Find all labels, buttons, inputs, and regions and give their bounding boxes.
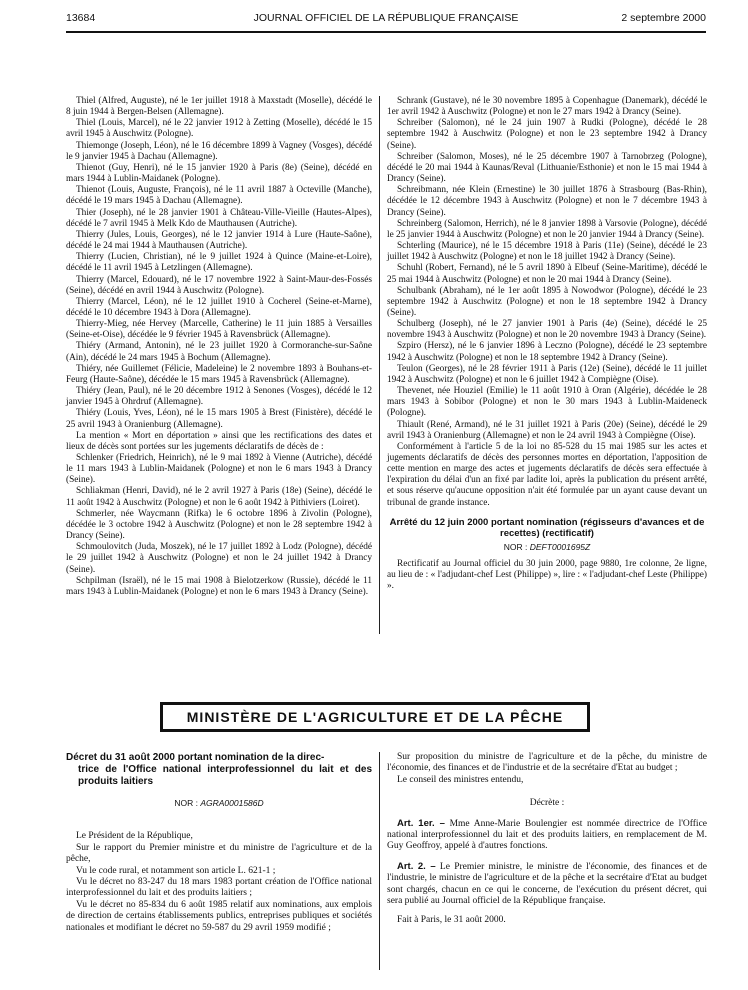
- entry: Thiault (René, Armand), né le 31 juillet 1921 à Paris (20e) (Seine), décédé le 29 avril 1943 à Oranienburg (Allemagne) et non le 24 avril 1943 à Compiègne (Oise).: [387, 419, 707, 441]
- entry: Schreiber (Salomon), né le 24 juin 1907 à Rudki (Pologne), décédé le 28 septembre 1942 à Auschwitz (Pologne) et non le 23 septembre 1942 à Drancy (Seine).: [387, 118, 707, 151]
- mention-paragraph: La mention « Mort en déportation » ainsi que les rectifications des dates et lieux de décès sont portées sur les jugements déclaratifs de décès de :: [66, 430, 372, 452]
- article-1-label: Art. 1er. –: [397, 817, 445, 829]
- entry: Schmoulovitch (Juda, Moszek), né le 17 juillet 1892 à Lodz (Pologne), décédé le 29 juillet 1942 à Auschwitz (Pologne) et non le 24 juillet 1942 à Drancy (Seine).: [66, 542, 372, 575]
- decret-nor: [66, 798, 372, 809]
- entry: Thiéry (Armand, Antonin), né le 23 juillet 1920 à Cormoranche-sur-Saône (Ain), décédé le 24 mars 1945 à Bochum (Allemagne).: [66, 341, 372, 363]
- entry: Teulon (Georges), né le 28 février 1911 à Paris (12e) (Seine), décédé le 11 juillet 1942 à Auschwitz (Pologne) et non le 6 juillet 1942 à Compiègne (Oise).: [387, 363, 707, 385]
- decret-paragraph: Vu le décret no 85-834 du 6 août 1985 relatif aux nominations, aux emplois de direction de certains établissements publics, entreprises publiques et sociétés nationales et modifiant le décret no 59-587 du 29 avril 1959 modifié ;: [66, 899, 372, 933]
- column-divider: [379, 96, 380, 634]
- arrete-title: Arrêté du 12 juin 2000 portant nomination (régisseurs d'avances et de recettes) (rectificatif): [389, 516, 705, 539]
- arrete-text: Rectificatif au Journal officiel du 30 juin 2000, page 9880, 1re colonne, 2e ligne, au lieu de : « l'adjudant-chef Lest (Philippe) », lire : « l'adjudant-chef Leste (Philippe) ».: [387, 558, 707, 592]
- page-header: [66, 12, 706, 28]
- entry: Thienot (Guy, Henri), né le 15 janvier 1920 à Paris (8e) (Seine), décédé en mars 1944 à Lublin-Maidanek (Pologne).: [66, 162, 372, 185]
- article-2-label: Art. 2. –: [397, 860, 436, 872]
- entry: Thienot (Louis, Auguste, François), né le 11 avril 1887 à Octeville (Manche), décédé le 19 mars 1945 à Dachau (Allemagne).: [66, 185, 372, 207]
- entry: Schterling (Maurice), né le 15 décembre 1918 à Paris (11e) (Seine), décédé le 23 juillet 1942 à Auschwitz (Pologne) et non le 18 juillet 1942 à Drancy (Seine).: [387, 241, 707, 263]
- entry: Schuhl (Robert, Fernand), né le 5 avril 1890 à Elbeuf (Seine-Maritime), décédé le 25 mai 1944 à Auschwitz (Pologne) et non le 20 mai 1944 à Drancy (Seine).: [387, 263, 707, 285]
- decrete-heading: Décrète :: [529, 798, 565, 809]
- entry: Szpiro (Hersz), né le 6 janvier 1896 à Leczno (Pologne), décédé le 23 septembre 1942 à Auschwitz (Pologne) et non le 18 septembre 1942 à Drancy (Seine).: [387, 341, 707, 363]
- entry: Thierry-Mieg, née Hervey (Marcelle, Catherine) le 11 juin 1885 à Versailles (Seine-et-Oise), décédée le 9 février 1945 à Ravensbrück (Allemagne).: [66, 319, 372, 341]
- right-column: [387, 96, 707, 592]
- entry: Thiéry (Jean, Paul), né le 20 décembre 1912 à Senones (Vosges), décédé le 12 janvier 1945 à Ohrdruf (Allemagne).: [66, 386, 372, 408]
- entry: Schlenker (Friedrich, Heinrich), né le 9 mai 1892 à Vienne (Autriche), décédé le 11 mars 1943 à Lublin-Maidanek (Pologne) et non le 6 mars 1943 à Drancy (Seine).: [66, 453, 372, 486]
- decret-right-column: [387, 752, 707, 927]
- entry: Thierry (Jules, Louis, Georges), né le 12 janvier 1914 à Lure (Haute-Saône), décédé le 24 mai 1944 à Mauthausen (Autriche).: [66, 229, 372, 252]
- entry: Schliakman (Henri, David), né le 2 avril 1927 à Paris (18e) (Seine), décédé le 11 août 1942 à Auschwitz (Pologne) et non le 6 août 1942 à Pithiviers (Loiret).: [66, 486, 372, 508]
- entry: Thierry (Lucien, Christian), né le 9 juillet 1924 à Quince (Maine-et-Loire), décédé le 11 avril 1945 à Letzlingen (Allemagne).: [66, 252, 372, 274]
- issue-date: 2 septembre 2000: [621, 12, 706, 24]
- entry: Thevenet, née Houziel (Emilie) le 11 août 1910 à Oran (Algérie), décédée le 28 mars 1943 à Sobibor (Pologne) et non le 30 mars 1943 à Lublin-Maideneck (Pologne).: [387, 386, 707, 419]
- entry: Thierry (Marcel, Léon), né le 12 juillet 1910 à Cocherel (Seine-et-Marne), décédé le 10 décembre 1943 à Dora (Allemagne).: [66, 296, 372, 318]
- left-column: [66, 96, 372, 598]
- article-1-text: Mme Anne-Marie Boulengier est nommée directrice de l'Office national interprofessionnel du lait et des produits laitiers, en remplacement de M. Guy Geoffroy, appelé à d'autres fonctions.: [387, 818, 708, 852]
- page-number: 13684: [66, 12, 96, 24]
- decret-paragraph: Le conseil des ministres entendu,: [397, 774, 524, 785]
- decret-title: [66, 752, 372, 788]
- column-divider: [379, 752, 380, 970]
- arrete-nor: [387, 542, 707, 553]
- entry: Thiéry (Louis, Yves, Léon), né le 15 mars 1905 à Brest (Finistère), décédé le 25 avril 1943 à Oranienburg (Allemagne).: [66, 408, 372, 430]
- entry: Schmerler, née Waycmann (Rifka) le 6 octobre 1896 à Zivolin (Pologne), décédée le 3 octobre 1942 à Auschwitz (Pologne) et non le 28 septembre 1942 à Drancy (Seine).: [66, 508, 372, 542]
- decret-paragraph: Vu le décret no 83-247 du 18 mars 1983 portant création de l'Office national interprofessionnel du lait et des produits laitiers ;: [66, 877, 372, 899]
- decret-paragraph: Sur le rapport du Premier ministre et du ministre de l'agriculture et de la pêche,: [66, 842, 372, 865]
- decret-paragraph: Le Président de la République,: [76, 831, 193, 842]
- entry: Schrank (Gustave), né le 30 novembre 1895 à Copenhague (Danemark), décédé le 1er avril 1942 à Auschwitz (Pologne) et non le 27 mars 1942 à Drancy (Seine).: [387, 96, 707, 118]
- decret-title-rest: trice de l'Office national interprofessionnel du lait et des produits laitiers: [78, 764, 372, 787]
- entry: Thiel (Louis, Marcel), né le 22 janvier 1912 à Zetting (Moselle), décédé le 15 avril 1945 à Auschwitz (Pologne).: [66, 118, 372, 140]
- closing-line: Fait à Paris, le 31 août 2000.: [397, 915, 506, 926]
- nor-code: DEFT0001695Z: [529, 541, 591, 552]
- entry: Schpilman (Israël), né le 15 mai 1908 à Bielotzerkow (Russie), décédé le 11 mars 1943 à Lublin-Maidanek (Pologne) et non le 6 mars 1943 à Drancy (Seine).: [66, 575, 372, 597]
- ministry-banner: [160, 702, 590, 732]
- ministry-name: MINISTÈRE DE L'AGRICULTURE ET DE LA PÊCHE: [186, 709, 564, 725]
- nor-label: NOR :: [503, 541, 528, 552]
- entry: Schreinberg (Salomon, Herrich), né le 8 janvier 1898 à Varsovie (Pologne), décédé le 25 janvier 1944 à Auschwitz (Pologne) et non le 20 janvier 1944 à Drancy (Seine).: [387, 218, 707, 240]
- decret-title-first: Décret du 31 août 2000 portant nomination de la direc-: [66, 752, 325, 763]
- article-2: [387, 861, 707, 908]
- article-1: [387, 818, 707, 853]
- entry: Schreiber (Salomon, Moses), né le 25 décembre 1907 à Tarnobrzeg (Pologne), décédé le 20 mai 1944 à Kaunas/Reval (Lithuanie/Esthonie) et non le 15 mai 1944 à Drancy (Seine).: [387, 151, 707, 185]
- journal-title: JOURNAL OFFICIEL DE LA RÉPUBLIQUE FRANÇAISE: [253, 12, 519, 24]
- nor-code: AGRA0001586D: [200, 798, 264, 808]
- nor-label: NOR :: [174, 798, 198, 808]
- entry: Thiemonge (Joseph, Léon), né le 16 décembre 1899 à Vagney (Vosges), décédé le 9 janvier 1945 à Dachau (Allemagne).: [66, 140, 372, 162]
- entry: Thier (Joseph), né le 28 janvier 1901 à Château-Ville-Vieille (Hautes-Alpes), décédé le 7 avril 1945 à Melk Kdo de Mauthausen (Autriche).: [66, 207, 372, 229]
- entry: Thiéry, née Guillemet (Félicie, Madeleine) le 2 novembre 1893 à Bouhans-et-Feurg (Haute-Saône), décédée le 15 mars 1945 à Ravensbrück (Allemagne).: [66, 363, 372, 385]
- header-rule: [66, 31, 706, 33]
- entry: Schreibmann, née Klein (Ernestine) le 30 juillet 1876 à Strasbourg (Bas-Rhin), décédée le 12 décembre 1943 à Auschwitz (Pologne) et non le 7 décembre 1943 à Drancy (Seine).: [387, 185, 707, 218]
- legal-notice: Conformément à l'article 5 de la loi no 85-528 du 15 mai 1985 sur les actes et jugements déclaratifs de décès des personnes mortes en déportation, l'apposition de cette mention en marge des actes et jugements déclaratifs de décès sera effectuée à l'expiration du délai d'un an fixé par ladite loi, après la publication du présent arrêté, et sous réserve qu'aucune opposition n'ait été formulée par un ayant cause devant un tribunal de grande instance.: [387, 441, 707, 508]
- entry: Thiel (Alfred, Auguste), né le 1er juillet 1918 à Maxstadt (Moselle), décédé le 8 juin 1944 à Bergen-Belsen (Allemagne).: [66, 96, 372, 118]
- entry: Thierry (Marcel, Edouard), né le 17 novembre 1922 à Saint-Maur-des-Fossés (Seine), décédé en avril 1944 à Auschwitz (Pologne).: [66, 274, 372, 296]
- decret-paragraph: Vu le code rural, et notamment son article L. 621-1 ;: [76, 865, 276, 876]
- article-2-text: Le Premier ministre, le ministre de l'économie, des finances et de l'industrie, le ministre de l'agriculture et de la pêche et la secrétaire d'Etat au budget sont chargés, chacun en ce qui le concerne, de l'exécution du présent décret, qui sera publié au Journal officiel de la République française.: [387, 861, 707, 907]
- decret-paragraph: Sur proposition du ministre de l'agriculture et de la pêche, du ministre de l'économie, des finances et de l'industrie et de la secrétaire d'Etat au budget ;: [387, 752, 707, 774]
- entry: Schulberg (Joseph), né le 27 janvier 1901 à Paris (4e) (Seine), décédé le 25 novembre 1943 à Auschwitz (Pologne) et non le 20 novembre 1943 à Drancy (Seine).: [387, 319, 707, 341]
- entry: Schulbank (Abraham), né le 1er août 1895 à Nowodwor (Pologne), décédé le 23 septembre 1942 à Auschwitz (Pologne) et non le 18 septembre 1942 à Drancy (Seine).: [387, 285, 707, 318]
- decret-left-column: [66, 752, 372, 934]
